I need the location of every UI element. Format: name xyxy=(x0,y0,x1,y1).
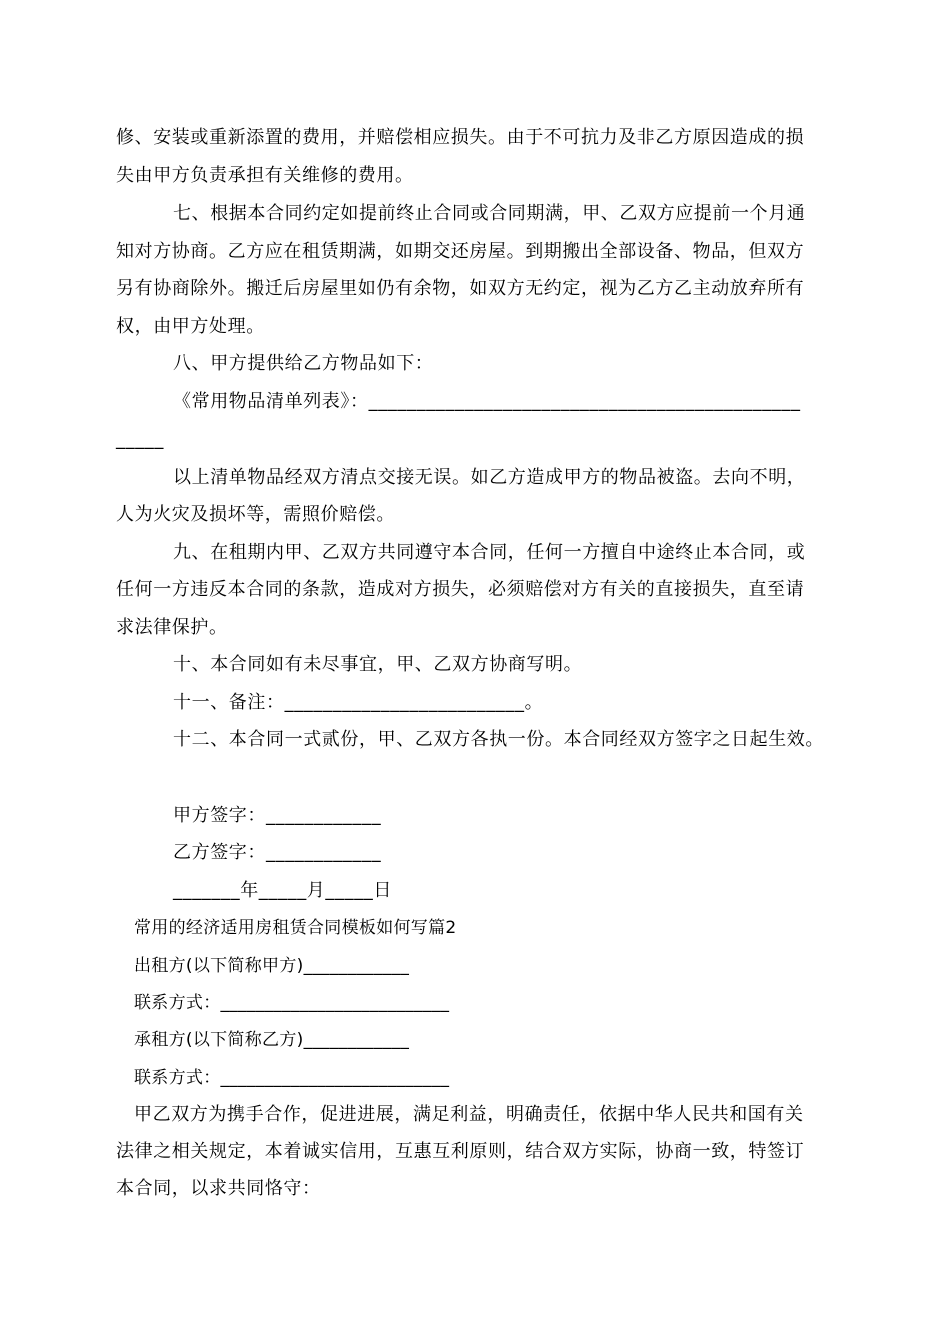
item-confirm-line: 人为火灾及损坏等，需照价赔偿。 xyxy=(116,504,395,525)
clause-7-line: 七、根据本合同约定如提前终止合同或合同期满，甲、乙双方应提前一个月通 xyxy=(173,203,806,224)
lessee-contact-field: 联系方式：__________________________ xyxy=(134,1068,450,1088)
item-list-field: 《常用物品清单列表》：_____________________________________________ xyxy=(173,391,801,412)
preamble-line: 本合同，以求共同恪守： xyxy=(116,1178,321,1199)
lessor-field: 出租方(以下简称甲方)____________ xyxy=(134,956,410,976)
clause-9-line: 任何一方违反本合同的条款，造成对方损失，必须赔偿对方有关的直接损失，直至请 xyxy=(116,579,805,600)
party-b-signature: 乙方签字：____________ xyxy=(173,842,382,863)
clause-9-line: 求法律保护。 xyxy=(116,617,228,638)
clause-7-line: 权，由甲方处理。 xyxy=(116,316,265,337)
clause-9-line: 九、在租期内甲、乙双方共同遵守本合同，任何一方擅自中途终止本合同，或 xyxy=(173,542,806,563)
clause-10: 十、本合同如有未尽事宜，甲、乙双方协商写明。 xyxy=(173,654,583,675)
lessee-field: 承租方(以下简称乙方)____________ xyxy=(134,1030,410,1050)
date-line: _______年_____月_____日 xyxy=(173,880,392,901)
party-a-signature: 甲方签字：____________ xyxy=(173,805,382,826)
lessor-contact-field: 联系方式：__________________________ xyxy=(134,993,450,1013)
item-confirm-line: 以上清单物品经双方清点交接无误。如乙方造成甲方的物品被盗。去向不明， xyxy=(173,467,806,488)
clause-7-line: 知对方协商。乙方应在租赁期满，如期交还房屋。到期搬出全部设备、物品，但双方 xyxy=(116,241,805,262)
item-list-field-continuation: _____ xyxy=(116,429,164,450)
clause-12: 十二、本合同一式贰份，甲、乙双方各执一份。本合同经双方签字之日起生效。 xyxy=(173,729,824,750)
clause-7-line: 另有协商除外。搬迁后房屋里如仍有余物，如双方无约定，视为乙方乙主动放弃所有 xyxy=(116,278,805,299)
clause-11-remarks: 十一、备注：_________________________。 xyxy=(173,692,544,713)
preamble-line: 法律之相关规定，本着诚实信用，互惠互利原则，结合双方实际，协商一致，特签订 xyxy=(116,1141,805,1162)
paragraph-line: 失由甲方负责承担有关维修的费用。 xyxy=(116,165,414,186)
paragraph-line: 修、安装或重新添置的费用，并赔偿相应损失。由于不可抗力及非乙方原因造成的损 xyxy=(116,127,805,148)
clause-8: 八、甲方提供给乙方物品如下： xyxy=(173,353,434,374)
section-heading: 常用的经济适用房租赁合同模板如何写篇2 xyxy=(134,918,457,938)
preamble-line: 甲乙双方为携手合作，促进进展，满足利益，明确责任，依据中华人民共和国有关 xyxy=(134,1104,804,1125)
